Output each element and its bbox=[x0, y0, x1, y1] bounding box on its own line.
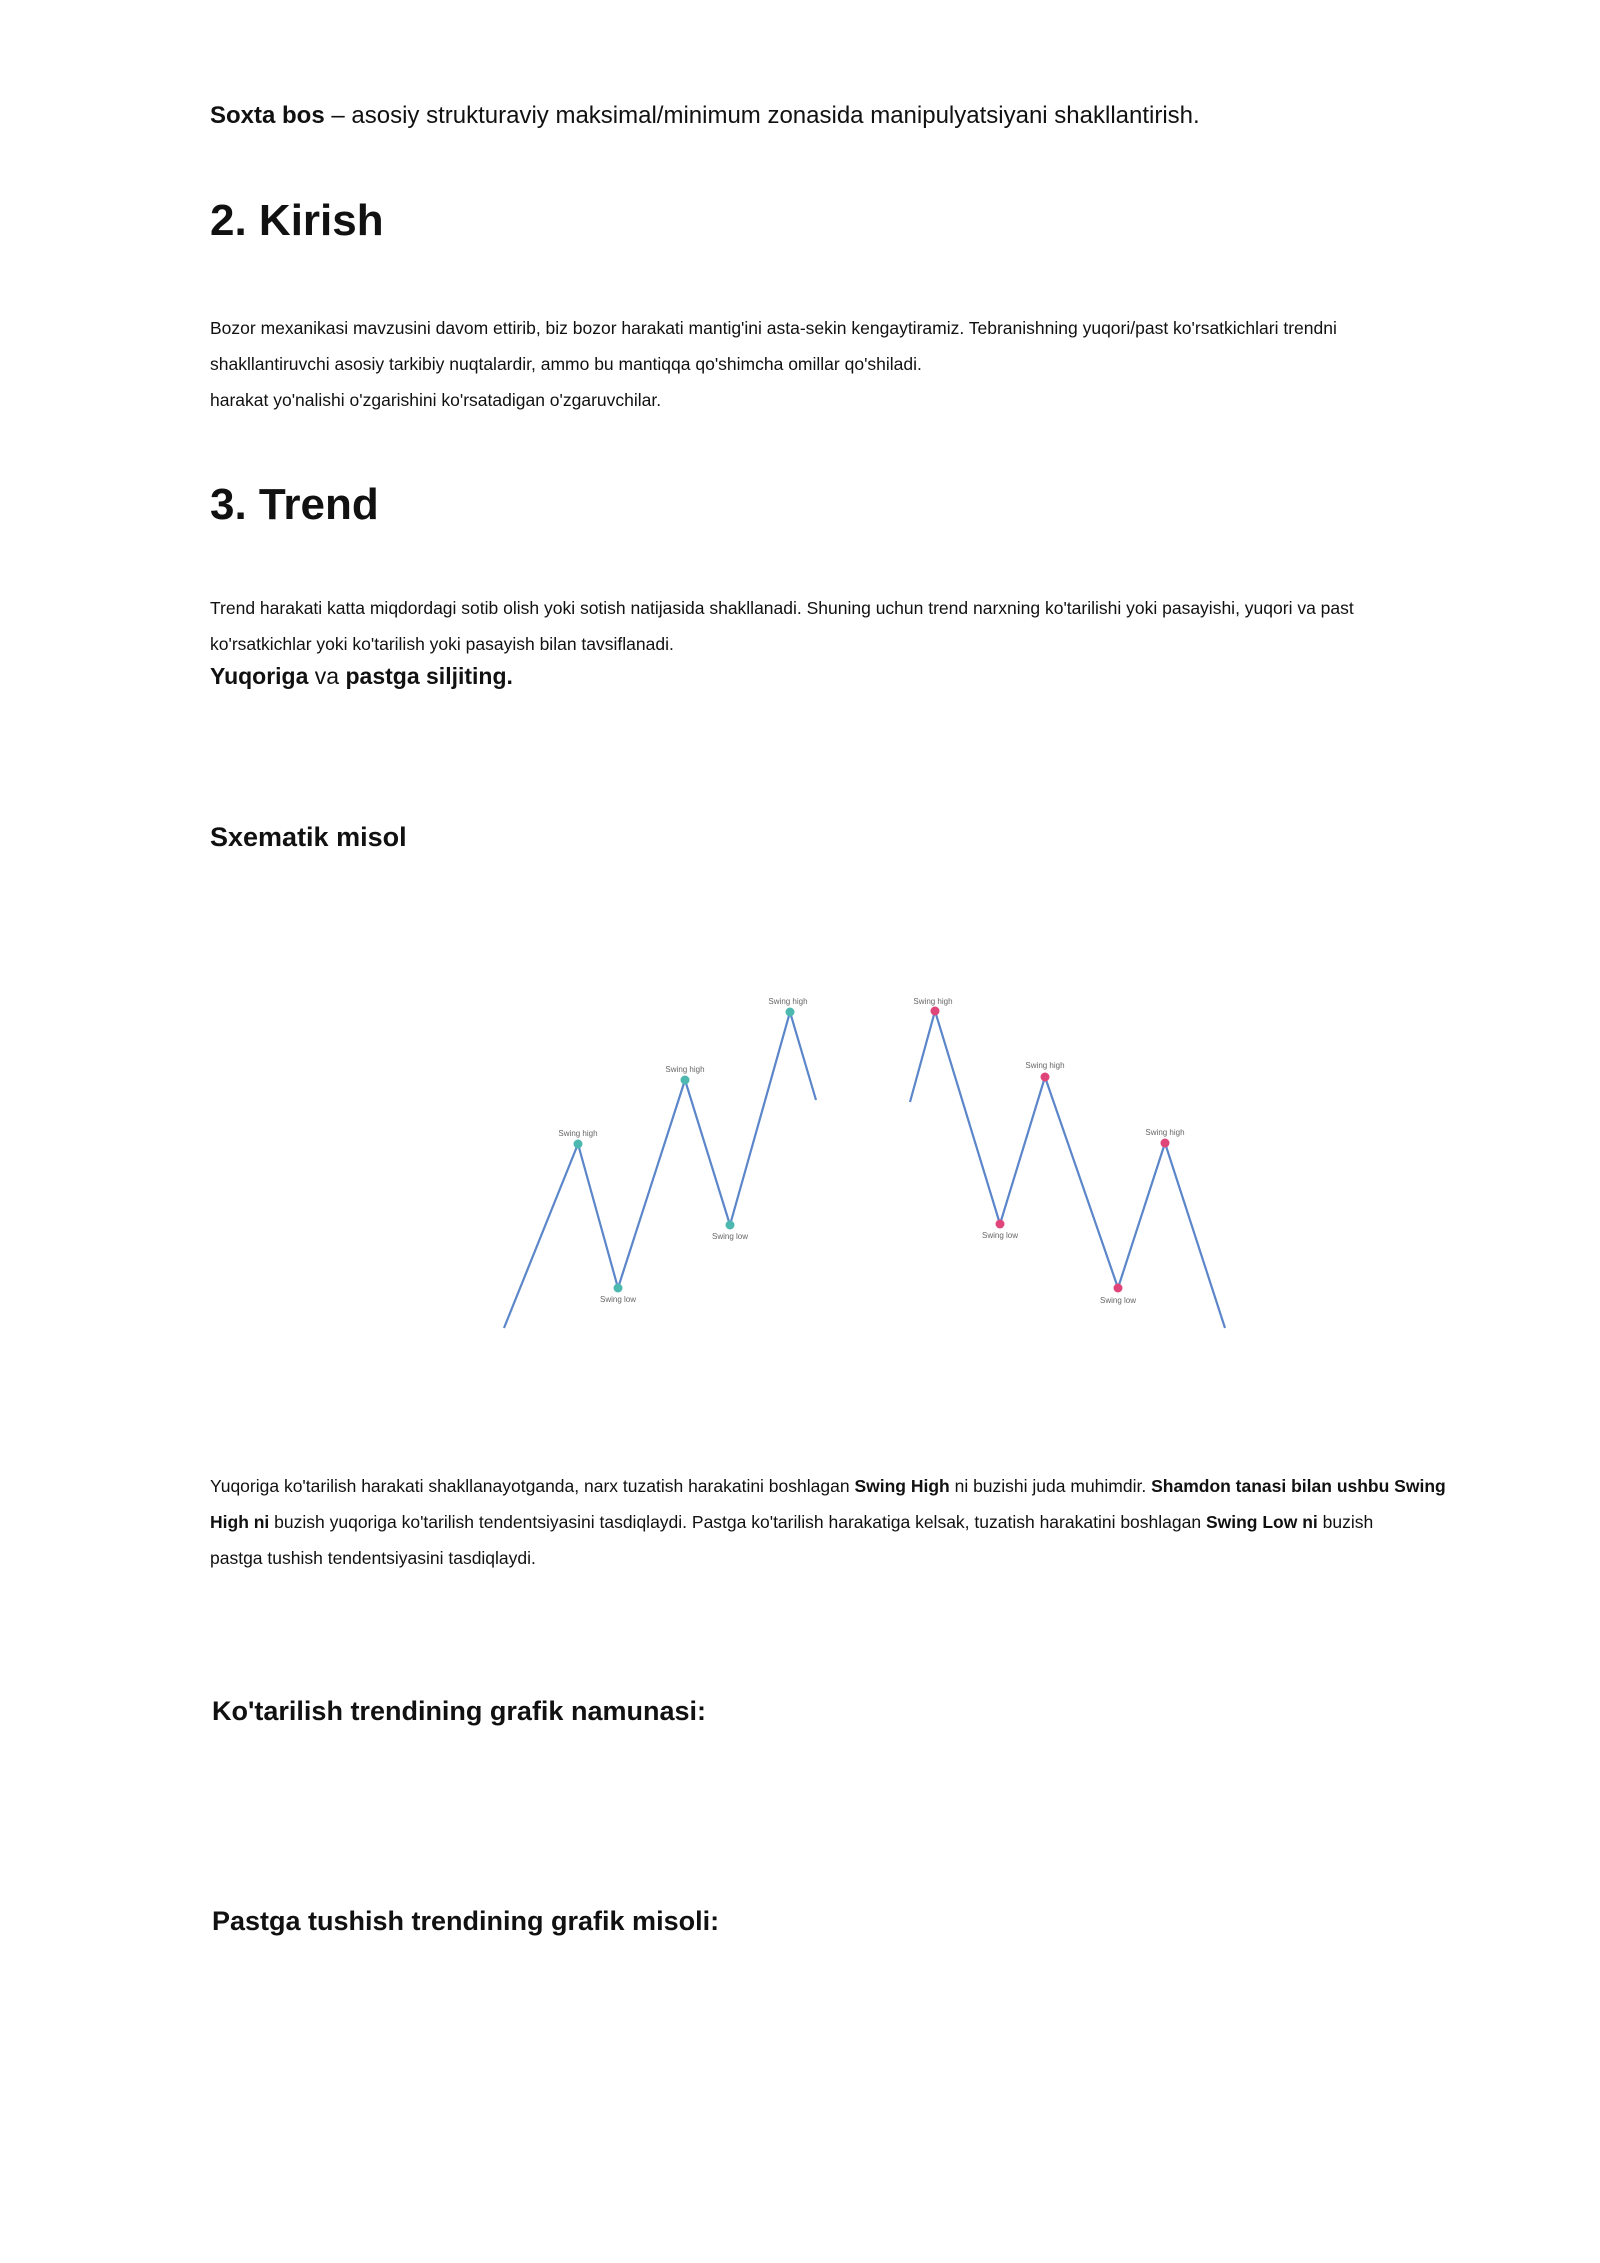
intro-rest: – asosiy strukturaviy maksimal/minimum zonasida manipulyatsiyani shakllantirish. bbox=[324, 102, 1200, 129]
explanation-text: Yuqoriga ko'tarilish harakati shakllanayotganda, narx tuzatish harakatini boshlagan bbox=[210, 1476, 855, 1496]
swing-high-marker bbox=[1161, 1139, 1170, 1148]
trend-paragraph bbox=[210, 590, 1530, 662]
explanation-paragraph bbox=[210, 1468, 1530, 1576]
swing-diagram-svg bbox=[490, 980, 1240, 1330]
swing-high-marker bbox=[681, 1076, 690, 1085]
swing-low-marker bbox=[726, 1221, 735, 1230]
kirish-paragraph bbox=[210, 310, 1530, 418]
swing-high-marker bbox=[786, 1008, 795, 1017]
trend-line: ko'rsatkichlar yoki ko'tarilish yoki pasayish bilan tavsiflanadi. bbox=[210, 634, 674, 654]
trend-move-line bbox=[210, 661, 513, 691]
swing-low-marker bbox=[996, 1220, 1005, 1229]
downtrend-line bbox=[910, 1011, 1225, 1328]
swing-low-marker bbox=[1114, 1284, 1123, 1293]
move-mid: va bbox=[308, 663, 346, 689]
uptrend-example-heading: Ko'tarilish trendining grafik namunasi: bbox=[212, 1696, 706, 1726]
swing-high-label: Swing high bbox=[768, 997, 808, 1006]
swing-low-label: Swing low bbox=[1099, 1296, 1137, 1305]
swing-high-marker bbox=[1041, 1073, 1050, 1082]
move-bold-down: pastga siljiting. bbox=[345, 663, 513, 689]
trend-heading: 3. Trend bbox=[210, 480, 379, 529]
swing-high-label: Swing high bbox=[913, 997, 953, 1006]
explanation-bold: High ni bbox=[210, 1512, 270, 1532]
explanation-text: buzish yuqoriga ko'tarilish tendentsiyasini tasdiqlaydi. Pastga ko'tarilish harakatiga kelsak, tuzatish harakatini boshlagan bbox=[269, 1512, 1206, 1532]
swing-diagram bbox=[490, 980, 1240, 1330]
swing-low-label: Swing low bbox=[981, 1231, 1019, 1240]
trend-line: Trend harakati katta miqdordagi sotib olish yoki sotish natijasida shakllanadi. Shuning uchun trend narxning ko'tarilishi yoki pasayishi, yuqori va past bbox=[210, 598, 1354, 618]
explanation-text: buzish bbox=[1317, 1512, 1374, 1532]
swing-low-label: Swing low bbox=[599, 1295, 637, 1304]
swing-high-label: Swing high bbox=[558, 1129, 598, 1138]
explanation-line bbox=[210, 1468, 1530, 1504]
swing-low-label: Swing low bbox=[711, 1232, 749, 1241]
intro-line bbox=[210, 100, 1200, 132]
swing-high-label: Swing high bbox=[665, 1065, 705, 1074]
explanation-bold: Shamdon tanasi bilan ushbu Swing bbox=[1151, 1476, 1446, 1496]
uptrend-line bbox=[504, 1012, 816, 1328]
kirish-heading: 2. Kirish bbox=[210, 196, 384, 245]
kirish-line: harakat yo'nalishi o'zgarishini ko'rsatadigan o'zgaruvchilar. bbox=[210, 390, 662, 410]
move-bold-up: Yuqoriga bbox=[210, 663, 309, 689]
schematic-heading: Sxematik misol bbox=[210, 822, 407, 852]
kirish-line: Bozor mexanikasi mavzusini davom ettirib, biz bozor harakati mantig'ini asta-sekin kengaytiramiz. Tebranishning yuqori/past ko'rsatkichlari trendni bbox=[210, 318, 1337, 338]
downtrend-example-heading: Pastga tushish trendining grafik misoli: bbox=[212, 1906, 720, 1936]
explanation-line: pastga tushish tendentsiyasini tasdiqlaydi. bbox=[210, 1548, 536, 1568]
swing-low-marker bbox=[614, 1284, 623, 1293]
swing-high-label: Swing high bbox=[1145, 1128, 1185, 1137]
explanation-bold: Swing High bbox=[854, 1476, 950, 1496]
swing-high-marker bbox=[931, 1007, 940, 1016]
explanation-line bbox=[210, 1504, 1530, 1540]
kirish-line: shakllantiruvchi asosiy tarkibiy nuqtalardir, ammo bu mantiqqa qo'shimcha omillar qo'shiladi. bbox=[210, 354, 922, 374]
intro-bold: Soxta bos bbox=[210, 102, 325, 129]
explanation-text: ni buzishi juda muhimdir. bbox=[949, 1476, 1152, 1496]
swing-high-label: Swing high bbox=[1025, 1061, 1065, 1070]
explanation-bold: Swing Low ni bbox=[1205, 1512, 1318, 1532]
swing-high-marker bbox=[574, 1140, 583, 1149]
